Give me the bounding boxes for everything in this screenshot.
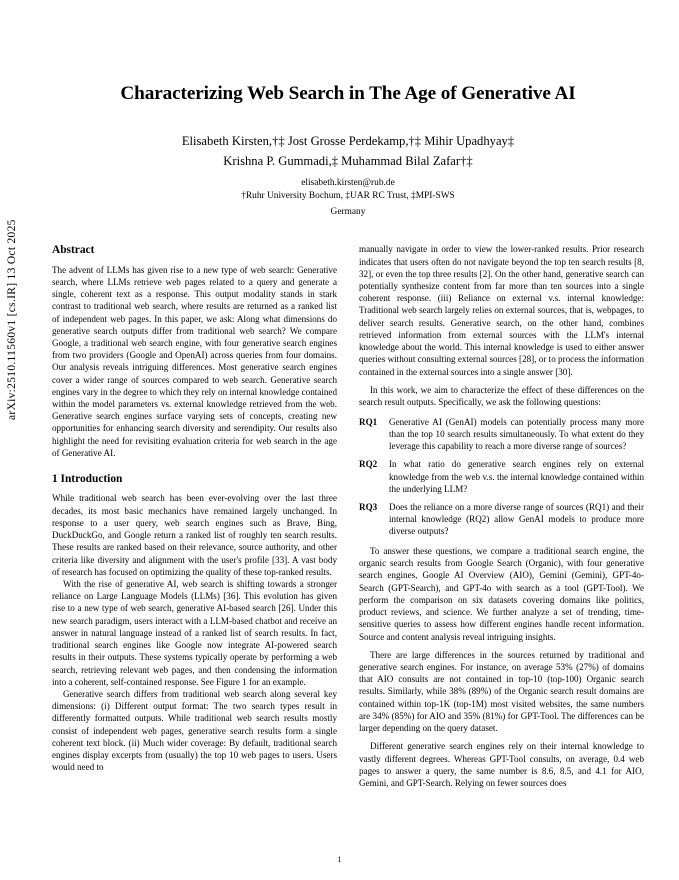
research-question-list <box>359 416 644 537</box>
rq-label: RQ1 <box>359 417 378 428</box>
paper-content <box>52 52 644 842</box>
rq-label: RQ2 <box>359 459 378 470</box>
abstract-heading: Abstract <box>52 244 95 257</box>
abstract-paragraph: The advent of LLMs has given rise to a new type of web search: Generative search, where LLMs retrieve web pages related to a query and generate a single, coherent text as a response. This output modality stands in stark contrast to traditional web search, where results are returned as a ranked list of independent web pages. In this paper, we ask: Along what dimensions do generative search outputs differ from traditional web search? We compare Google, a traditional web search engine, with four generative search engines from two providers (Google and OpenAI) across queries from four domains. Our analysis reveals intriguing differences. Most generative search engines cover a wider range of sources compared to web search. Generative search engines vary in the degree to which they rely on internal knowledge contained within the model parameters vs. external knowledge retrieved from the web. Generative search engines surface varying sets of concepts, creating new opportunities for enhancing search diversity and serendipity. Our results also highlight the need for revisiting evaluation criteria for web search in the age of Generative AI. <box>52 264 337 458</box>
affiliation-line-1: †Ruhr University Bochum, ‡UAR RC Trust, ‡MPI-SWS <box>241 191 455 202</box>
rq-label: RQ3 <box>359 501 378 512</box>
author-line-1: Elisabeth Kirsten,†‡ Jost Grosse Perdekamp,†‡ Mihir Upadhyay‡ <box>181 134 515 149</box>
rq-text: Generative AI (GenAI) models can potentially process many more than the top 10 search results simultaneously. To what extent do they leverage this capability to reach a more diverse range of sources? <box>389 417 644 452</box>
intro-paragraph-3: Generative search differs from traditional web search along several key dimensions: (i) Different output format: The two search types result in differently formatted outputs. While traditional web search results mostly consist of independent web pages, generative search results form a single coherent text block. (ii) Much wider coverage: By default, traditional search engines display excerpts from (usually) the top 10 web pages to users. Users would need to <box>52 688 337 773</box>
introduction-heading: 1 Introduction <box>52 473 123 486</box>
intro-paragraph-1: While traditional web search has been ever-evolving over the last three decades, its most basic mechanics have remained largely unchanged. In response to a user query, web search engines such as Brave, Bing, DuckDuckGo, and Google return a ranked list of roughly ten search results. These results are ranked based on their relevance, source authority, and other criteria like diversity and alignment with the user's profile [33]. A vast body of research has focused on optimizing the quality of these top-ranked results. <box>52 493 337 577</box>
page-number: 1 <box>337 855 342 864</box>
right-paragraph-5: Different generative search engines rely on their internal knowledge to vastly different degrees. Whereas GPT-Tool consults, on average, 0.4 web pages to answer a query, the same number is 8.6, 8.5, and 4.1 for AIO, Gemini, and GPT-Search. Relying on fewer sources does <box>359 741 644 788</box>
right-paragraph-2: In this work, we aim to characterize the effect of these differences on the search result outputs. Specifically, we ask the following questions: <box>359 384 644 407</box>
research-question-item <box>359 458 644 494</box>
contact-email: elisabeth.kirsten@rub.de <box>301 178 395 189</box>
left-column <box>52 243 337 789</box>
intro-paragraph-2: With the rise of generative AI, web search is shifting towards a stronger reliance on Large Language Models (LLMs) [36]. This evolution has given rise to a new type of web search, generative AI-based search [26]. Under this new search paradigm, users interact with a LLM-based chatbot and receive an answer in natural language instead of a ranked list of search results. In fact, traditional search engines like Google now integrate AI-powered search results in their outputs. These systems typically operate by performing a web search, retrieving relevant web pages, and then condensing the information into a coherent, self-contained response. See Figure 1 for an example. <box>52 579 337 687</box>
author-list <box>52 132 644 171</box>
right-paragraph-1: manually navigate in order to view the lower-ranked results. Prior research indicates that users often do not navigate beyond the top ten search results [8, 32], or even the top three results [2]. On the other hand, generative search can potentially synthesize content from far more than ten sources into a single coherent response. (iii) Reliance on external v.s. internal knowledge: Traditional web search largely relies on external sources, that is, webpages, to deliver search results. Generative search, on the other hand, combines retrieved information from external sources with the LLM's internal knowledge about the world. This internal knowledge is used to either answer queries without consulting external sources [28], or to process the information contained in the external sources into a single answer [30]. <box>359 244 644 377</box>
arxiv-stamp: arXiv:2510.11560v1 [cs.IR] 13 Oct 2025 <box>6 219 18 420</box>
right-paragraph-4: There are large differences in the sources returned by traditional and generative search engines. For instance, on average 53% (27%) of domains that AIO consults are not contained in top-10 (top-100) Organic search results. Similarly, while 38% (89%) of the Organic search result domains are contained within top-1K (top-1M) most visited websites, the same numbers are 34% (85%) for AIO and 35% (81%) for GPT-Tool. The differences can be larger depending on the query dataset. <box>359 649 644 734</box>
affiliation-line-2: Germany <box>330 206 366 217</box>
rq-text: In what ratio do generative search engines rely on external knowledge from the web v.s. the internal knowledge contained within the underlying LLM? <box>389 459 644 494</box>
rq-text: Does the reliance on a more diverse range of sources (RQ1) and their internal knowledge (RQ2) allow GenAI models to produce more diverse outputs? <box>389 501 644 536</box>
page-title: Characterizing Web Search in The Age of Generative AI <box>120 83 576 104</box>
research-question-item <box>359 501 644 537</box>
author-line-2: Krishna P. Gummadi,‡ Muhammad Bilal Zafar†‡ <box>223 153 473 168</box>
right-paragraph-3: To answer these questions, we compare a traditional search engine, the organic search results from Google Search (Organic), with four generative search engines, Google AI Overview (AIO), Gemini (Gemini), GPT-4o-Search (GPT-Search), and GPT-4o with search as a tool (GPT-Tool). We perform the comparison on six datasets covering domains like politics, product reviews, and science. We further analyze a set of trending, time-sensitive queries to assess how different engines handle recent information. Source and content analysis reveal intriguing insights. <box>359 546 644 642</box>
two-column-body <box>52 243 644 789</box>
research-question-item <box>359 416 644 452</box>
right-column <box>359 243 644 789</box>
